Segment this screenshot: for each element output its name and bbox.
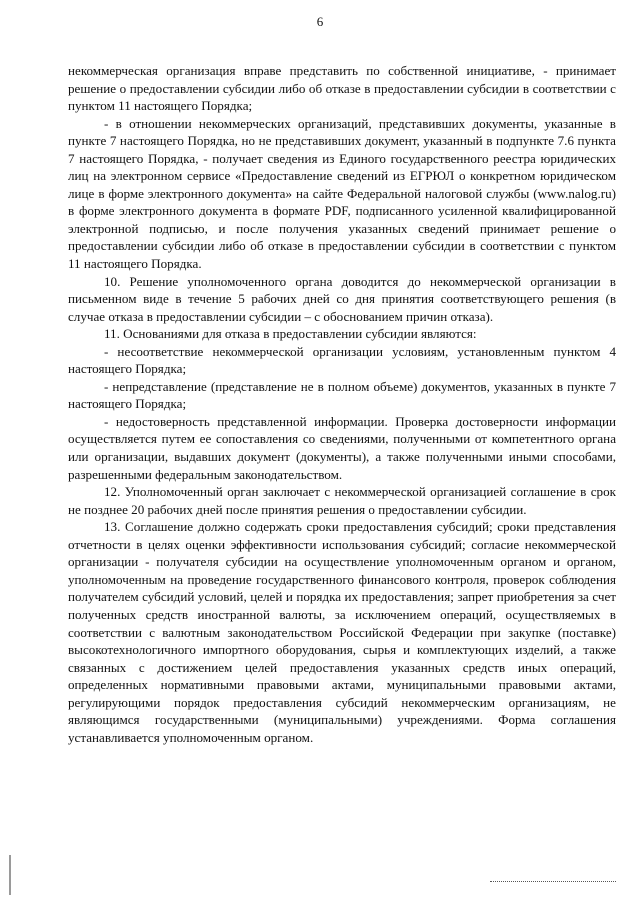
scan-edge-mark bbox=[9, 855, 11, 895]
paragraph-refusal-reason-2: - непредставление (представление не в полном объеме) документов, указанных в пункте 7 настоящего Порядка; bbox=[68, 378, 616, 412]
document-body bbox=[68, 62, 616, 746]
paragraph-continuation: некоммерческая организация вправе представить по собственной инициативе, - принимает решение о предоставлении субсидии либо об отказе в предоставлении субсидии в соответствии с пунктом 11 настоящего Порядка; bbox=[68, 63, 616, 114]
paragraph-item-10: 10. Решение уполномоченного органа доводится до некоммерческой организации в письменном виде в течение 5 рабочих дней со дня принятия соответствующего решения (в случае отказа в предоставлении субсидии – с обоснованием причин отказа). bbox=[68, 273, 616, 324]
paragraph-item-13: 13. Соглашение должно содержать сроки предоставления субсидий; сроки представления отчетности в целях оценки эффективности использования субсидий; согласие некоммерческой организации - получателя субсидии на осуществление уполномоченным органом и органом, уполномоченным на проведение государственного финансового контроля, проверок соблюдения получателем субсидий условий, целей и порядка их предоставления; запрет приобретения за счет полученных средств иностранной валюты, за исключением операций, осуществляемых в соответствии с валютным законодательством Российской Федерации при закупке (поставке) высокотехнологичного импортного оборудования, сырья и комплектующих изделий, а также связанных с достижением целей предоставления указанных средств иных операций, определенных нормативными правовыми актами, муниципальными правовыми актами, регулирующими порядок предоставления субсидий некоммерческим организациям, не являющимся государственными (муниципальными) учреждениями. Форма соглашения устанавливается уполномоченным органом. bbox=[68, 519, 616, 745]
page-number: 6 bbox=[316, 14, 324, 29]
paragraph-item-11: 11. Основаниями для отказа в предоставлении субсидии являются: bbox=[104, 326, 477, 342]
paragraph-refusal-reason-1: - несоответствие некоммерческой организации условиям, установленным пунктом 4 настоящего Порядка; bbox=[68, 343, 616, 377]
paragraph-item-12: 12. Уполномоченный орган заключает с некоммерческой организацией соглашение в срок не позднее 20 рабочих дней после принятия решения о предоставлении субсидии. bbox=[68, 484, 616, 517]
paragraph-egrul-request: - в отношении некоммерческих организаций, представивших документы, указанные в пункте 7 настоящего Порядка, но не представивших документ, указанный в подпункте 7.6 пункта 7 настоящего Порядка, - получает сведения из Единого государственного реестра юридических лиц на электронном сервисе «Предоставление сведений из ЕГРЮЛ о конкретном юридическом лице в форме электронного документа» на сайте Федеральной налоговой службы (www.nalog.ru) в форме электронного документа в формате PDF, подписанного усиленной квалифицированной электронной подписью, и после получения указанных сведений принимает решение о предоставлении субсидии либо об отказе в предоставлении субсидии в соответствии с пунктом 11 настоящего Порядка. bbox=[68, 115, 616, 272]
bottom-dotted-line bbox=[490, 881, 616, 882]
paragraph-refusal-reason-3: - недостоверность представленной информации. Проверка достоверности информации осуществляется путем ее сопоставления со сведениями, полученными от компетентного органа или организации, выдавших документ (документы), а также полученными иными способами, разрешенными федеральным законодательством. bbox=[68, 413, 616, 482]
